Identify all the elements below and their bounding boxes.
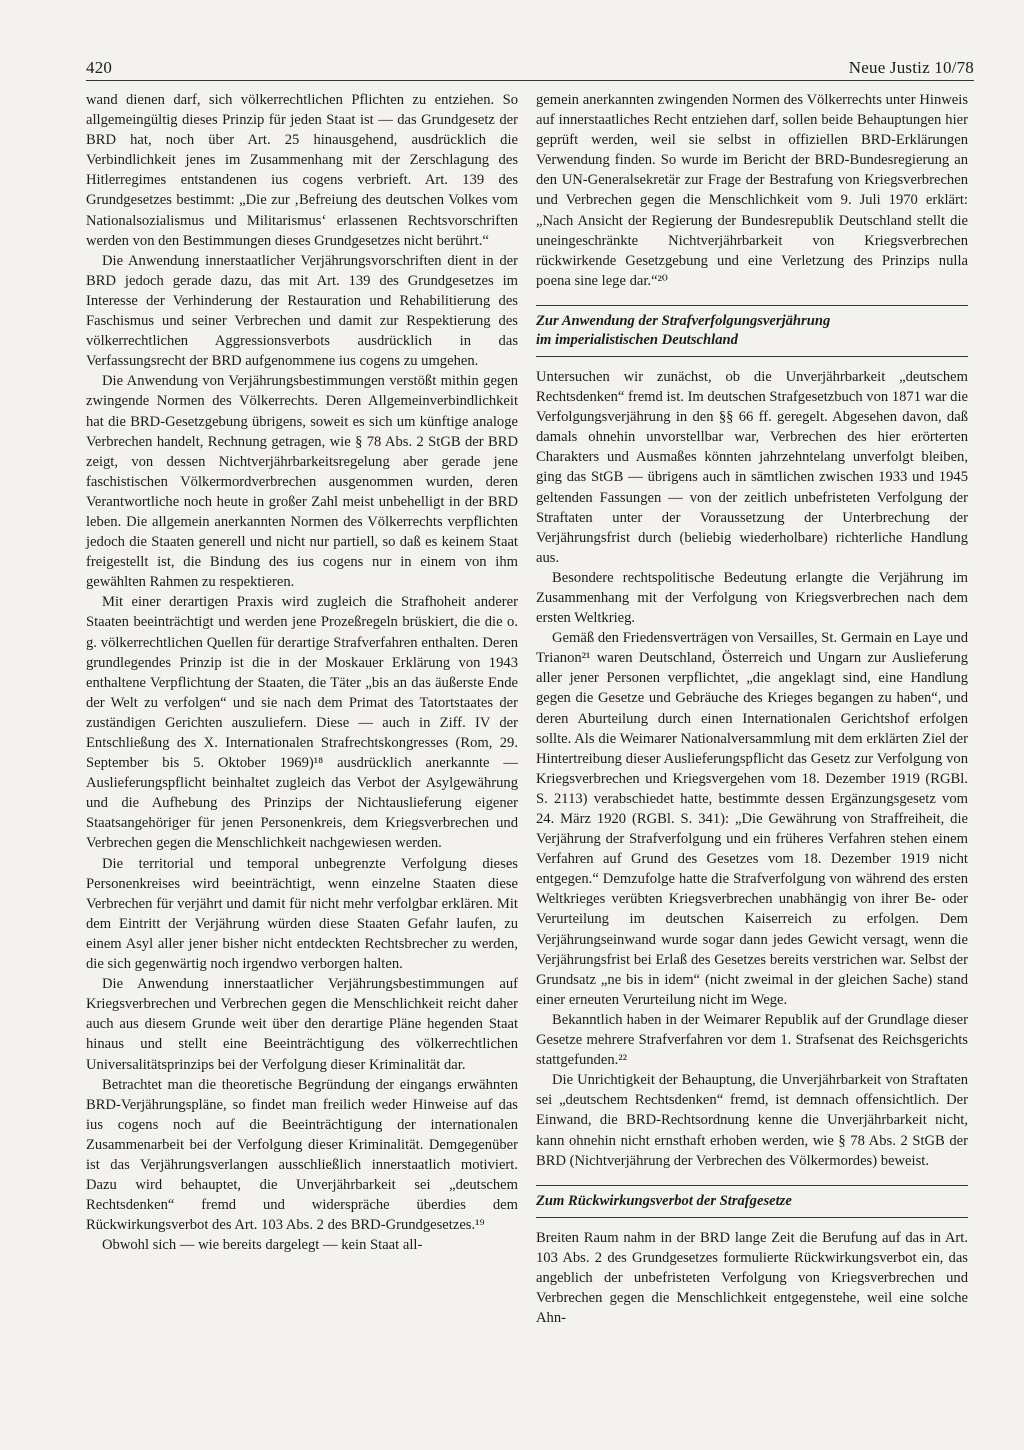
paragraph: Mit einer derartigen Praxis wird zugleich die Strafhoheit anderer Staaten beeinträchtigt und werden jene Prozeßregeln brüskiert, die die o. g. völkerrechtlichen Quellen für derartige Strafverfahren enthalten. Deren grundlegendes Prinzip ist die in der Moskauer Erklärung von 1943 enthaltene Verpflichtung der Staaten, die Täter „bis an das äußerste Ende der Welt zu verfolgen“ und sie nach dem Primat des Tatortstaates der zuständigen Gerichten auszuliefern. Diese — auch in Ziff. IV der Entschließung des X. Internationalen Strafrechtskongresses (Rom, 29. September bis 5. Oktober 1969)¹⁸ ausdrücklich anerkannte — Auslieferungspflicht beinhaltet zugleich das Verbot der Asylgewährung und die Aufhebung des Prinzips der Nichtauslieferung eigener Staatsangehöriger für jenen Personenkreis, dem Kriegsverbrechen und Verbrechen gegen die Menschlichkeit nachgewiesen werden. xyxy=(86,594,518,852)
left-column xyxy=(86,90,518,1255)
paragraph: Gemäß den Friedensverträgen von Versailles, St. Germain en Laye und Trianon²¹ waren Deutschland, Österreich und Ungarn zur Auslieferung aller jener Personen verpflichtet, „die angeklagt sind, eine Handlung gegen die Gesetze und Gebräuche des Krieges begangen zu haben“, und deren Aburteilung durch einen Internationalen Gerichtshof erfolgen sollte. Als die Weimarer Nationalversammlung mit dem erklärten Ziel der Hintertreibung dieser Auslieferungspflicht das Gesetz zur Verfolgung von Kriegsverbrechen und Kriegsvergehen vom 18. Dezember 1919 (RGBl. S. 2113) verabschiedet hatte, bestimmte dessen Ergänzungsgesetz vom 24. März 1920 (RGBl. S. 341): „Die Gewährung von Straffreiheit, die Verjährung der Strafverfolgung und ein früheres Verfahren stehen einem Verfahren auf Grund des Gesetzes vom 18. Dezember 1919 nicht entgegen.“ Demzufolge hatte die Strafverfolgung von während des ersten Weltkrieges verübten Kriegsverbrechen unabhängig von ihrer Be- oder Verurteilung im deutschen Kaiserreich zu erfolgen. Dem Verjährungseinwand wurde sogar dann jedes Gewicht versagt, wenn die Verjährungsfrist bei Erlaß des Gesetzes bereits verstrichen war. Selbst der Grundsatz „ne bis in idem“ (nicht zweimal in der gleichen Sache) stand einer erneuten Verurteilung nicht im Wege. xyxy=(536,630,968,1008)
page-number: 420 xyxy=(86,58,113,77)
paragraph: Die Anwendung innerstaatlicher Verjährungsvorschriften dient in der BRD jedoch gerade dazu, das mit Art. 139 des Grundgesetzes im Interesse der Verhinderung der Restauration und Rehabilitierung des Faschismus und seiner Verbrechen und damit zur Respektierung des völkerrechtlichen Aggressionsverbots ausdrücklich in das Verfassungsrecht der BRD aufgenommene ius cogens zu umgehen. xyxy=(86,252,518,370)
paragraph: Betrachtet man die theoretische Begründung der eingangs erwähnten BRD-Verjährungspläne, so findet man freilich weder Hinweise auf das ius cogens noch auf die Beeinträchtigung der internationalen Zusammenarbeit bei der Verfolgung dieser Kriminalität. Demgegenüber ist das Verjährungsverlangen ausschließlich innerstaatlich motiviert. Dazu wird behauptet, die Unverjährbarkeit sei „deutschem Rechtsdenken“ fremd und widerspräche überdies dem Rückwirkungsverbot des Art. 103 Abs. 2 des BRD-Grundgesetzes.¹⁹ xyxy=(86,1076,518,1234)
paragraph: Die Anwendung von Verjährungsbestimmungen verstößt mithin gegen zwingende Normen des Völkerrechts. Deren Allgemeinverbindlichkeit hat die BRD-Gesetzgebung übrigens, soweit es sich um künftige analoge Verbrechen handelt, Rechnung getragen, wie § 78 Abs. 2 StGB der BRD zeigt, von dessen Nichtverjährbarkeitsregelung aber gerade jene faschistischen Völkermordverbrechen ausgenommen wurden, deren Verantwortliche noch heute in großer Zahl meist unbehelligt in der BRD leben. Die allgemein anerkannten Normen des Völkerrechts verpflichten jedoch die Staaten generell und nicht nur partiell, so daß es keinem Staat freigestellt ist, die Bindung des ius cogens nur in einem von ihm gewählten Rahmen zu respektieren. xyxy=(86,373,518,591)
paragraph: Die Anwendung innerstaatlicher Verjährungsbestimmungen auf Kriegsverbrechen und Verbrechen gegen die Menschlichkeit reicht daher auch aus diesem Grunde weit über den derartige Pläne hegenden Staat hinaus und stellt eine Beeinträchtigung des völkerrechtlichen Universalitätsprinzips bei der Verfolgung dieser Kriminalität dar. xyxy=(86,976,518,1073)
paragraph: Die Unrichtigkeit der Behauptung, die Unverjährbarkeit von Straftaten sei „deutschem Rechtsdenken“ fremd, ist demnach offensichtlich. Der Einwand, die BRD-Rechtsordnung kenne die Unverjährbarkeit nicht, kann ohnehin nicht ernsthaft erhoben werden, wie § 78 Abs. 2 StGB der BRD (Nichtverjährung der Verbrechen des Völkermordes) beweist. xyxy=(536,1072,968,1169)
paragraph: Obwohl sich — wie bereits dargelegt — kein Staat all- xyxy=(102,1237,423,1254)
paragraph: Die territorial und temporal unbegrenzte Verfolgung dieses Personenkreises wird beeinträchtigt, wenn einzelne Staaten diese Verbrechen für verjährt und damit für nicht mehr verfolgbar erklären. Mit dem Eintritt der Verjährung würden diese Staaten Gefahr laufen, zu einem Asyl aller jener bisher nicht entdeckten Rechtsbrecher zu werden, die sich gegenwärtig noch irgendwo verborgen halten. xyxy=(86,855,518,973)
section-heading-line: Zum Rückwirkungsverbot der Strafgesetze xyxy=(536,1192,792,1209)
paragraph: wand dienen darf, sich völkerrechtlichen Pflichten zu entziehen. So allgemeingültig dieses Prinzip für jeden Staat ist — das Grundgesetz der BRD hat, noch über Art. 25 hinausgehend, ausdrücklich die Verbindlichkeit jenes im Zusammenhang mit der Zerschlagung des Hitlerregimes entstandenen ius cogens verbrieft. Art. 139 des Grundgesetzes bestimmt: „Die zur ‚Befreiung des deutschen Volkes vom Nationalsozialismus und Militarismus‘ erlassenen Rechtsvorschriften werden von den Bestimmungen dieses Grundgesetzes nicht berührt.“ xyxy=(86,92,518,249)
paragraph: Breiten Raum nahm in der BRD lange Zeit die Berufung auf das in Art. 103 Abs. 2 des Grundgesetzes formulierte Rückwirkungsverbot ein, das angeblich der unbefristeten Verfolgung von Kriegsverbrechen und Verbrechen gegen die Menschlichkeit entgegenstehe, weil eine solche Ahn- xyxy=(536,1229,968,1327)
paragraph: Untersuchen wir zunächst, ob die Unverjährbarkeit „deutschem Rechtsdenken“ fremd ist. Im deutschen Strafgesetzbuch von 1871 war die Verfolgungsverjährung in den §§ 66 ff. geregelt. Abgesehen davon, daß damals ohnehin unvorstellbar war, Verbrechen des hier erörterten Charakters und Ausmaßes könnten jahrzehntelang unverfolgt bleiben, ging das StGB — übrigens auch in sämtlichen zwischen 1933 und 1945 geltenden Fassungen — von der zeitlich unbefristeten Verfolgung der Straftaten unter der Voraussetzung der Unterbrechung der Verjährungsfrist durch (beliebig wiederholbare) richterliche Handlung aus. xyxy=(536,368,969,566)
header-rule xyxy=(86,80,974,81)
journal-title: Neue Justiz 10/78 xyxy=(848,58,974,77)
right-column xyxy=(536,90,968,1328)
section-heading-line: Zur Anwendung der Strafverfolgungsverjährung xyxy=(536,312,831,329)
section-heading-box xyxy=(536,1185,968,1218)
paragraph: gemein anerkannten zwingenden Normen des Völkerrechts unter Hinweis auf innerstaatliches Recht entziehen darf, sollen beide Behauptungen hier geprüft werden, weil sie selbst in offiziellen BRD-Erklärungen Verwendung finden. So wurde im Bericht der BRD-Bundesregierung an den UN-Generalsekretär zur Frage der Bestrafung von Kriegsverbrechen und Verbrechen gegen die Menschlichkeit vom 9. Juli 1970 erklärt: „Nach Ansicht der Regierung der Bundesrepublik Deutschland stellt die uneingeschränkte Nichtverjährbarkeit von Kriegsverbrechen rückwirkende Gesetzgebung und eine Verletzung des Prinzips nulla poena sine lege dar.“²⁰ xyxy=(536,92,968,289)
section-heading-box xyxy=(536,305,968,357)
paragraph: Besondere rechtspolitische Bedeutung erlangte die Verjährung im Zusammenhang mit der Verfolgung von Kriegsverbrechen nach dem ersten Weltkrieg. xyxy=(536,569,968,627)
paragraph: Bekanntlich haben in der Weimarer Republik auf der Grundlage dieser Gesetze mehrere Strafverfahren vor dem 1. Strafsenat des Reichsgerichts stattgefunden.²² xyxy=(536,1011,968,1069)
page-header xyxy=(86,58,974,80)
section-heading-line: im imperialistischen Deutschland xyxy=(536,331,738,348)
